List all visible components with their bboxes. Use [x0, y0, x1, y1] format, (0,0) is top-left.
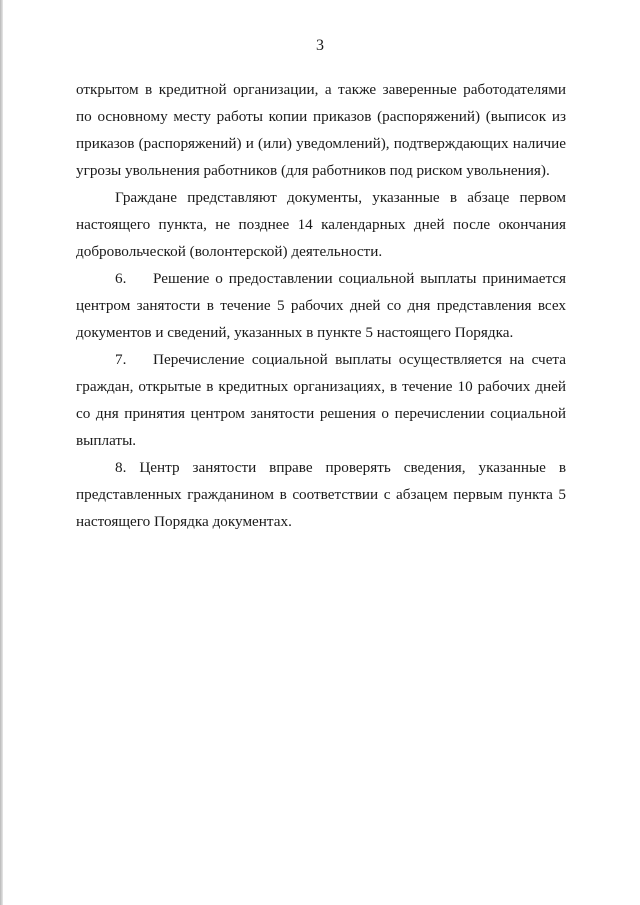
item-number: 6. [115, 270, 127, 287]
paragraph-item-7 [76, 346, 566, 454]
scan-edge-shadow [0, 0, 3, 905]
paragraph-text: Решение о предоставлении социальной выплаты принимается центром занятости в течение 5 рабочих дней со дня представления всех документов и сведений, указанных в пункте 5 настоящего Порядка. [76, 270, 566, 341]
item-number: 7. [115, 351, 127, 368]
paragraph-text: Граждане представляют документы, указанные в абзаце первом настоящего пункта, не позднее 14 календарных дней после окончания добровольческой (волонтерской) деятельности. [76, 189, 566, 260]
paragraph-item-8 [76, 454, 566, 535]
paragraph-continuation [76, 76, 566, 184]
paragraph-item-6 [76, 265, 566, 346]
paragraph-text: Центр занятости вправе проверять сведения, указанные в представленных гражданином в соответствии с абзацем первым пункта 5 настоящего Порядка документах. [76, 459, 566, 530]
paragraph-text: открытом в кредитной организации, а также заверенные работодателями по основному месту работы копии приказов (распоряжений) (выписок из приказов (распоряжений) и (или) уведомлений), подтверждающих наличие угрозы увольнения работников (для работников под риском увольнения). [76, 81, 566, 179]
item-number: 8. [115, 459, 127, 476]
document-body [76, 76, 566, 535]
paragraph-text: Перечисление социальной выплаты осуществляется на счета граждан, открытые в кредитных организациях, в течение 10 рабочих дней со дня принятия центром занятости решения о перечислении социальной выплаты. [76, 351, 566, 449]
paragraph-deadline [76, 184, 566, 265]
page-number: 3 [316, 37, 324, 54]
